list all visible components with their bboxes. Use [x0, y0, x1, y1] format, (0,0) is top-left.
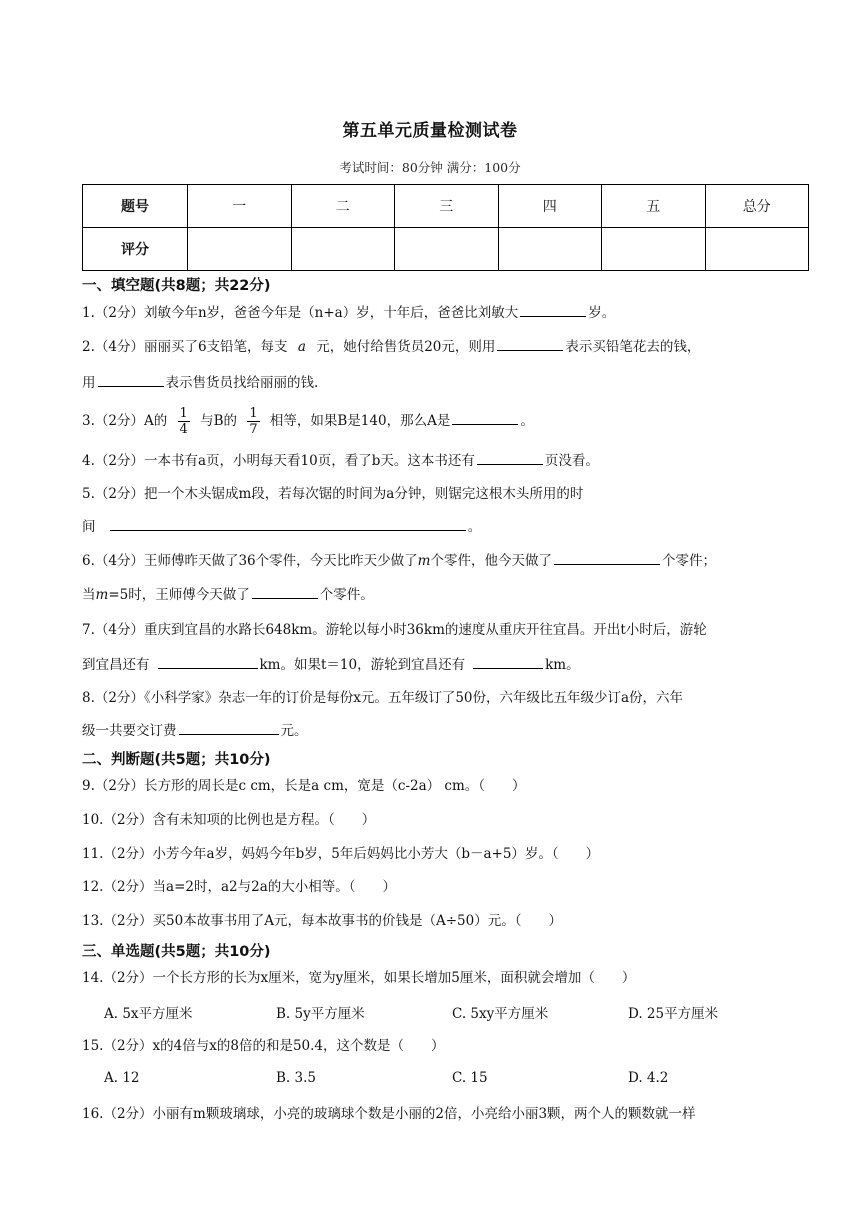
- option-b[interactable]: B. 5y平方厘米: [276, 1006, 365, 1022]
- option-b[interactable]: B. 3.5: [276, 1070, 316, 1086]
- question-2-cont: 用 表示售货员找给丽丽的钱.: [82, 372, 812, 393]
- question-12: 12.（2分）当a=2时，a2与2a的大小相等。（ ）: [82, 879, 397, 895]
- table-cell: 总分: [705, 185, 809, 228]
- table-cell: 五: [602, 185, 706, 228]
- question-16: 16.（2分）小丽有m颗玻璃球，小亮的玻璃球个数是小丽的2倍，小亮给小丽3颗，两个人的颗数就一样: [82, 1106, 696, 1122]
- option-c[interactable]: C. 5xy平方厘米: [452, 1006, 549, 1022]
- fraction: $\frac{1}{4}$: [179, 406, 188, 437]
- score-cell[interactable]: [705, 228, 809, 271]
- table-row: [83, 185, 809, 228]
- question-1: 1.（2分）刘敏今年n岁，爸爸今年是（n+a）岁，十年后，爸爸比刘敏大 岁。: [82, 302, 812, 323]
- option-a[interactable]: A. 5x平方厘米: [104, 1006, 193, 1022]
- score-cell[interactable]: [188, 228, 292, 271]
- answer-blank[interactable]: [554, 550, 660, 565]
- score-cell[interactable]: [602, 228, 706, 271]
- question-6: 6.（4分）王师傅昨天做了36个零件，今天比昨天少做了m个零件，他今天做了 个零件；: [82, 550, 812, 571]
- question-8-cont: 级一共要交订费 元。: [82, 720, 812, 741]
- answer-blank[interactable]: [473, 654, 543, 669]
- question-15: 15.（2分）x的4倍与x的8倍的和是50.4，这个数是（ ）: [82, 1038, 445, 1054]
- exam-info: 考试时间：80分钟 满分：100分: [339, 160, 521, 175]
- table-cell: 题号: [83, 185, 188, 228]
- question-10: 10.（2分）含有未知项的比例也是方程。（ ）: [82, 812, 376, 828]
- section-heading: 一、填空题(共8题；共22分): [82, 278, 271, 294]
- table-cell: 二: [291, 185, 395, 228]
- question-5-cont: 间 。: [82, 516, 812, 537]
- question-7: 7.（4分）重庆到宜昌的水路长648km。游轮以每小时36km的速度从重庆开往宜昌。开出t小时后，游轮: [82, 622, 707, 638]
- table-row: [83, 228, 809, 271]
- question-2: 2.（4分）丽丽买了6支铅笔，每支 a 元，她付给售货员20元，则用 表示买铅笔花去的钱，: [82, 336, 812, 357]
- question-4: 4.（2分）一本书有a页，小明每天看10页，看了b天。这本书还有 页没看。: [82, 450, 812, 471]
- question-8: 8.（2分）《小科学家》杂志一年的订价是每份x元。五年级订了50份，六年级比五年级少订a份，六年: [82, 690, 684, 706]
- answer-blank[interactable]: [179, 720, 279, 735]
- fraction: $\frac{1}{7}$: [249, 406, 258, 437]
- question-5: 5.（2分）把一个木头锯成m段，若每次锯的时间为a分钟，则锯完这根木头所用的时: [82, 486, 584, 502]
- question-13: 13.（2分）买50本故事书用了A元，每本故事书的价钱是（A÷50）元。（ ）: [82, 913, 562, 929]
- answer-blank[interactable]: [477, 450, 543, 465]
- question-7-cont: 到宜昌还有 km。如果t＝10，游轮到宜昌还有 km。: [82, 654, 812, 675]
- question-6-cont: 当m=5时，王师傅今天做了 个零件。: [82, 584, 812, 605]
- answer-blank[interactable]: [98, 372, 164, 387]
- section-heading: 三、单选题(共5题；共10分): [82, 944, 271, 960]
- table-cell: 评分: [83, 228, 188, 271]
- answer-blank[interactable]: [252, 584, 318, 599]
- score-cell[interactable]: [291, 228, 395, 271]
- question-9: 9.（2分）长方形的周长是c cm，长是a cm，宽是（c-2a） cm。（ ）: [82, 778, 526, 794]
- answer-blank[interactable]: [110, 516, 466, 531]
- answer-blank[interactable]: [158, 654, 258, 669]
- page-title: 第五单元质量检测试卷: [342, 121, 518, 141]
- question-3: 3.（2分）A的 $\frac{1}{4}$ 与B的 $\frac{1}{7}$ 相等，如果B是140，那么A是 。: [82, 406, 534, 437]
- option-a[interactable]: A. 12: [104, 1070, 140, 1086]
- section-heading: 二、判断题(共5题；共10分): [82, 752, 271, 768]
- question-14: 14.（2分）一个长方形的长为x厘米，宽为y厘米，如果长增加5厘米，面积就会增加（ ）: [82, 970, 636, 986]
- table-cell: 三: [395, 185, 499, 228]
- answer-blank[interactable]: [520, 302, 586, 317]
- score-cell[interactable]: [395, 228, 499, 271]
- table-cell: 四: [498, 185, 602, 228]
- option-d[interactable]: D. 25平方厘米: [628, 1006, 719, 1022]
- score-cell[interactable]: [498, 228, 602, 271]
- table-cell: 一: [188, 185, 292, 228]
- answer-blank[interactable]: [452, 410, 518, 425]
- answer-blank[interactable]: [497, 336, 563, 351]
- option-d[interactable]: D. 4.2: [628, 1070, 669, 1086]
- question-11: 11.（2分）小芳今年a岁，妈妈今年b岁，5年后妈妈比小芳大（b－a+5）岁。（ ）: [82, 846, 600, 862]
- option-c[interactable]: C. 15: [452, 1070, 488, 1086]
- score-table: [82, 184, 809, 271]
